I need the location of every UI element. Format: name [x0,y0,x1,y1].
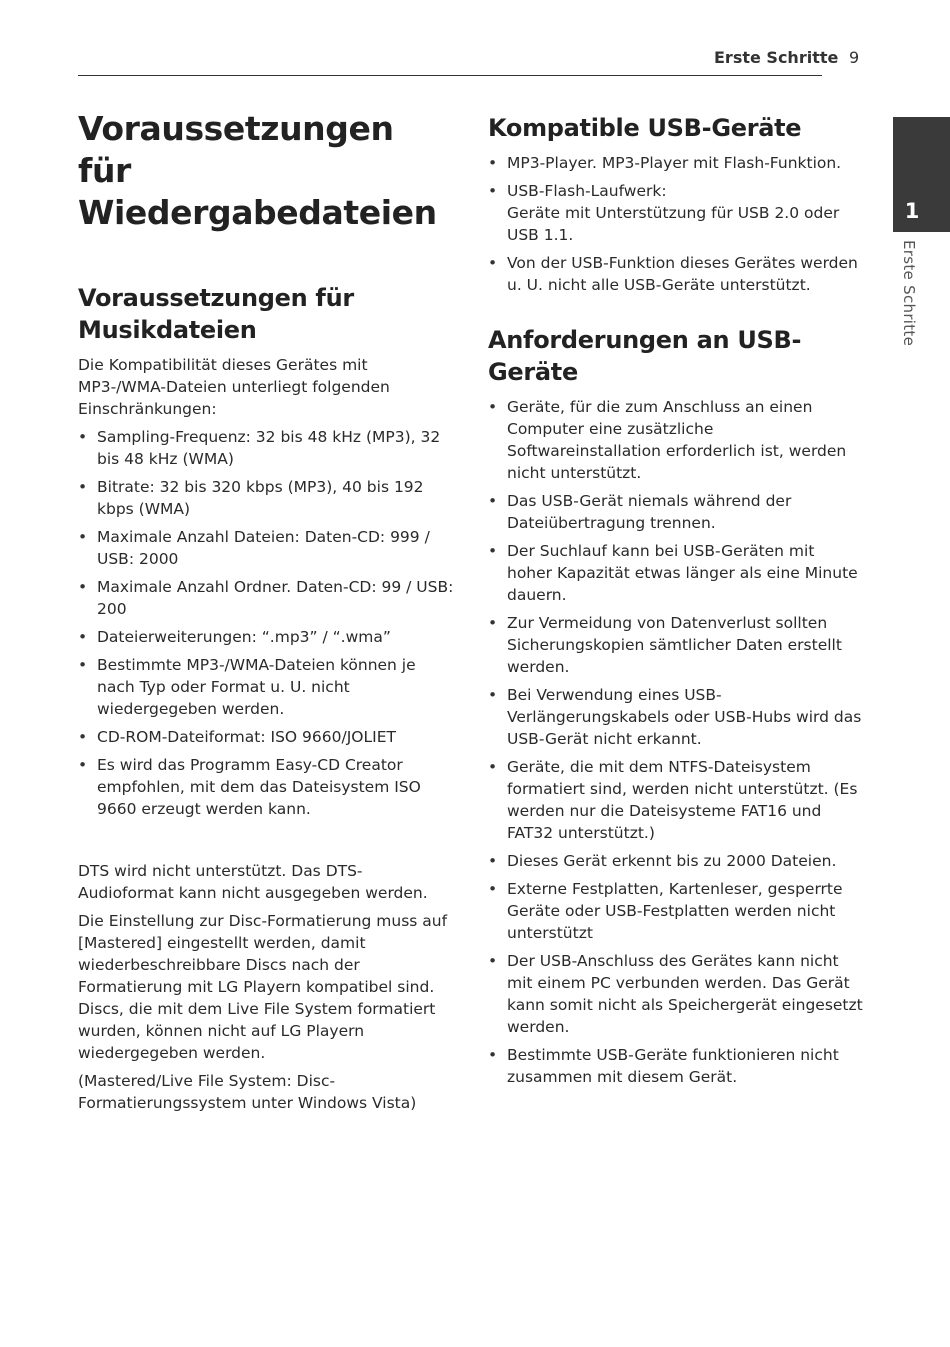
page-title: Voraussetzungen für Wiedergabedateien [78,109,437,232]
chapter-tab [893,117,950,232]
chapter-label: Erste Schritte [900,240,918,347]
page-number: 9 [849,48,860,67]
usb-requirements-heading: Anforderungen an USB-Geräte [488,326,802,386]
list-item: • USB-Flash-Laufwerk: Geräte mit Unterstützung für USB 2.0 oder USB 1.1. [488,180,863,246]
compatible-usb-heading: Kompatible USB-Geräte [488,114,802,142]
list-item: • Geräte, die mit dem NTFS-Dateisystem formatiert sind, werden nicht unterstützt. (Es werden nur die Dateisysteme FAT16 und FAT32 unterstützt.) [488,756,863,844]
list-item: • Sampling-Frequenz: 32 bis 48 kHz (MP3), 32 bis 48 kHz (WMA) [78,426,456,470]
music-requirements-list [78,426,456,820]
disc-format-note: (Mastered/Live File System: Disc-Formatierungssystem unter Windows Vista) [78,1072,417,1112]
list-item: • Der Suchlauf kann bei USB-Geräten mit hoher Kapazität etwas länger als eine Minute dauern. [488,540,863,606]
list-item: • Maximale Anzahl Ordner. Daten-CD: 99 / USB: 200 [78,576,456,620]
usb-requirements-list [488,396,863,1088]
list-item: • Zur Vermeidung von Datenverlust sollten Sicherungskopien sämtlicher Daten erstellt werden. [488,612,863,678]
list-item: • Bei Verwendung eines USB-Verlängerungskabels oder USB-Hubs wird das USB-Gerät nicht erkannt. [488,684,863,750]
spacer [488,302,863,318]
compatible-usb-list [488,152,863,296]
right-column [488,108,863,1094]
music-heading: Voraussetzungen für Musikdateien [78,284,354,344]
list-item: • Es wird das Programm Easy-CD Creator empfohlen, mit dem das Dateisystem ISO 9660 erzeugt werden kann. [78,754,456,820]
running-header-section: Erste Schritte [714,48,839,67]
header-rule [78,75,822,76]
dts-paragraph: DTS wird nicht unterstützt. Das DTS-Audioformat kann nicht ausgegeben werden. [78,862,428,902]
list-item: • Maximale Anzahl Dateien: Daten-CD: 999 / USB: 2000 [78,526,456,570]
list-item: • Bestimmte MP3-/WMA-Dateien können je nach Typ oder Format u. U. nicht wiedergegeben werden. [78,654,456,720]
list-item: • Dieses Gerät erkennt bis zu 2000 Dateien. [488,850,863,872]
spacer [78,826,456,860]
list-item: • Bitrate: 32 bis 320 kbps (MP3), 40 bis 192 kbps (WMA) [78,476,456,520]
music-intro: Die Kompatibilität dieses Gerätes mit MP3-/WMA-Dateien unterliegt folgenden Einschränkungen: [78,356,390,418]
list-item: • Bestimmte USB-Geräte funktionieren nicht zusammen mit diesem Gerät. [488,1044,863,1088]
list-item: • Externe Festplatten, Kartenleser, gesperrte Geräte oder USB-Festplatten werden nicht unterstützt [488,878,863,944]
list-item: • Geräte, für die zum Anschluss an einen Computer eine zusätzliche Softwareinstallation erforderlich ist, werden nicht unterstützt. [488,396,863,484]
list-item: • CD-ROM-Dateiformat: ISO 9660/JOLIET [78,726,456,748]
chapter-number: 1 [904,199,920,223]
list-item: • MP3-Player. MP3-Player mit Flash-Funktion. [488,152,863,174]
list-item: • Der USB-Anschluss des Gerätes kann nicht mit einem PC verbunden werden. Das Gerät kann somit nicht als Speichergerät eingesetzt werden. [488,950,863,1038]
disc-format-paragraph: Die Einstellung zur Disc-Formatierung muss auf [Mastered] eingestellt werden, damit wiederbeschreibbare Discs nach der Formatierung mit LG Playern kompatibel sind. Discs, die mit dem Live File System formatiert wurden, können nicht auf LG Playern wiedergegeben werden. [78,912,448,1062]
list-item: • Von der USB-Funktion dieses Gerätes werden u. U. nicht alle USB-Geräte unterstützt. [488,252,863,296]
left-column [78,108,456,1120]
list-item: • Dateierweiterungen: “.mp3” / “.wma” [78,626,456,648]
list-item: • Das USB-Gerät niemals während der Dateiübertragung trennen. [488,490,863,534]
